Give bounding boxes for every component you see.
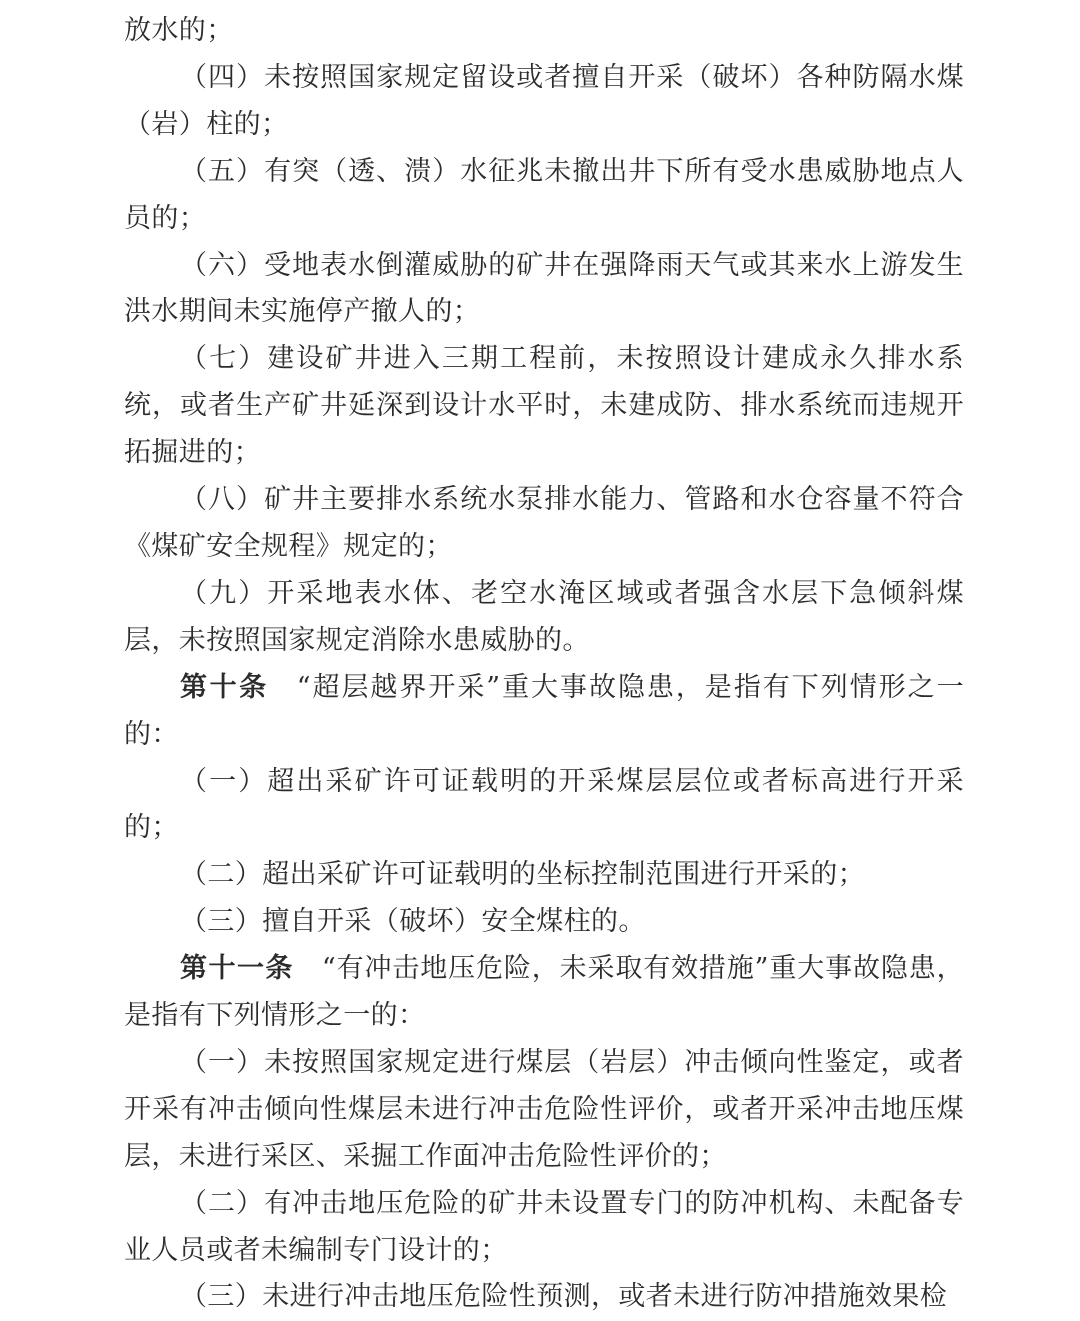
paragraph-article-10-item-2 [124, 852, 964, 899]
paragraph-text: “有冲击地压危险，未采取有效措施”重大事故隐患，是指有下列情形之一的： [124, 953, 964, 1032]
paragraph-item-7 [124, 336, 964, 477]
paragraph-article-11-item-3 [124, 1274, 964, 1321]
article-number: 第十条 [180, 671, 269, 703]
paragraph-text: （九）开采地表水体、老空水淹区域或者强含水层下急倾斜煤层，未按照国家规定消除水患威胁的。 [124, 577, 964, 656]
document-body [124, 8, 964, 1321]
paragraph-text: （二）超出采矿许可证载明的坐标控制范围进行开采的； [180, 859, 865, 891]
paragraph-article-11-item-2 [124, 1181, 964, 1275]
paragraph-text: （一）未按照国家规定进行煤层（岩层）冲击倾向性鉴定，或者开采有冲击倾向性煤层未进行冲击危险性评价，或者开采冲击地压煤层，未进行采区、采掘工作面冲击危险性评价的； [124, 1046, 964, 1172]
paragraph-text: （八）矿井主要排水系统水泵排水能力、管路和水仓容量不符合《煤矿安全规程》规定的； [124, 484, 964, 562]
paragraph-article-10-item-1 [124, 759, 964, 853]
article-11-heading [124, 946, 964, 1040]
paragraph-text: （二）有冲击地压危险的矿井未设置专门的防冲机构、未配备专业人员或者未编制专门设计的； [124, 1187, 964, 1266]
paragraph-item-8 [124, 477, 964, 571]
paragraph-item-5 [124, 149, 964, 243]
article-number: 第十一条 [180, 953, 294, 985]
paragraph-text: （四）未按照国家规定留设或者擅自开采（破坏）各种防隔水煤（岩）柱的； [124, 61, 964, 140]
paragraph-text: （五）有突（透、溃）水征兆未撤出井下所有受水患威胁地点人员的； [124, 155, 964, 234]
paragraph-article-10-item-3 [124, 899, 964, 946]
paragraph-text: （七）建设矿井进入三期工程前，未按照设计建成永久排水系统，或者生产矿井延深到设计水平时，未建成防、排水系统而违规开拓掘进的； [124, 343, 964, 469]
paragraph-text: （三）未进行冲击地压危险性预测，或者未进行防冲措施效果检 [180, 1281, 948, 1313]
paragraph-text: “超层越界开采”重大事故隐患，是指有下列情形之一的： [124, 671, 964, 750]
paragraph-item-9 [124, 571, 964, 665]
paragraph-item-6 [124, 243, 964, 337]
paragraph-article-11-item-1 [124, 1040, 964, 1181]
paragraph-text: 放水的； [124, 15, 234, 46]
paragraph-text: （六）受地表水倒灌威胁的矿井在强降雨天气或其来水上游发生洪水期间未实施停产撤人的； [124, 249, 964, 328]
paragraph-text: （一）超出采矿许可证载明的开采煤层层位或者标高进行开采的； [124, 765, 964, 844]
article-10-heading [124, 665, 964, 759]
paragraph-text: （三）擅自开采（破坏）安全煤柱的。 [180, 906, 646, 938]
paragraph-item-4 [124, 55, 964, 149]
paragraph-continuation [124, 8, 964, 55]
